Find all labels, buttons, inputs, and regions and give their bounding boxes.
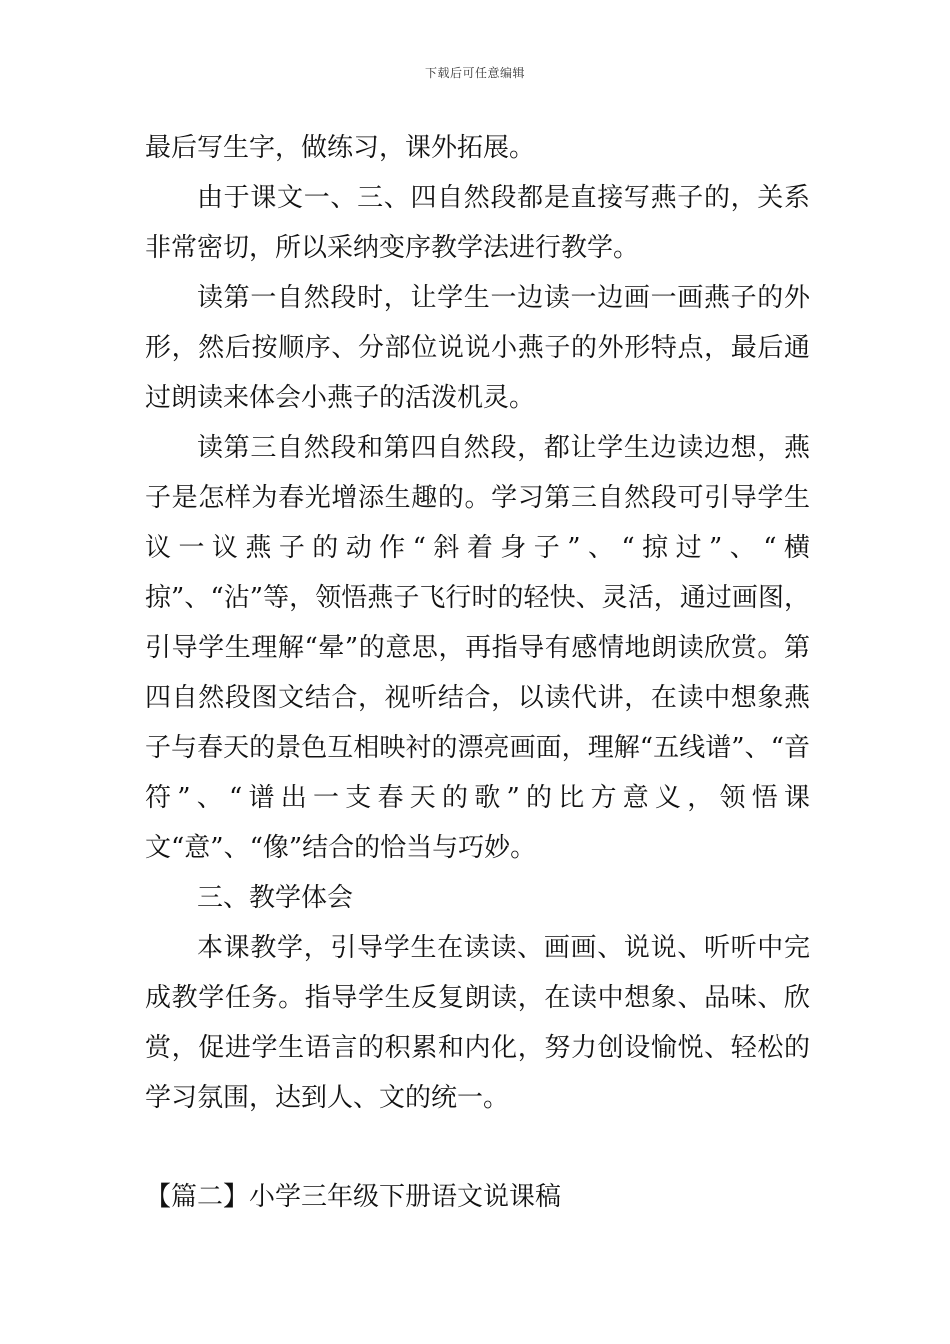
body-text xyxy=(145,123,810,1123)
paragraph-reflection: 本课教学，引导学生在读读、画画、说说、听听中完成教学任务。指导学生反复朗读，在读中想象、品味、欣赏，促进学生语言的积累和内化，努力创设愉悦、轻松的学习氛围，达到人、文的统一。 xyxy=(145,933,810,1113)
paragraph-first-section: 读第一自然段时，让学生一边读一边画一画燕子的外形，然后按顺序、分部位说说小燕子的外形特点，最后通过朗读来体会小燕子的活泼机灵。 xyxy=(145,283,810,413)
paragraph-teaching-method: 由于课文一、三、四自然段都是直接写燕子的，关系非常密切，所以采纳变序教学法进行教学。 xyxy=(145,183,810,263)
paragraph-continuation: 最后写生字，做练习，课外拓展。 xyxy=(145,133,536,163)
header-note: 下载后可任意编辑 xyxy=(424,66,525,80)
paragraph-third-fourth-section: 读第三自然段和第四自然段，都让学生边读边想，燕子是怎样为春光增添生趣的。学习第三自然段可引导学生议一议燕子的动作“斜着身子”、“掠过”、“横掠”、“沾”等，领悟燕子飞行时的轻快、灵活，通过画图，引导学生理解“晕”的意思，再指导有感情地朗读欣赏。第四自然段图文结合，视听结合，以读代讲，在读中想象燕子与春天的景色互相映衬的漂亮画面，理解“五线谱”、“音符”、“谱出一支春天的歌”的比方意义，领悟课文“意”、“像”结合的恰当与巧妙。 xyxy=(145,433,810,863)
section-title: 三、教学体会 xyxy=(197,883,354,913)
part-heading: 【篇二】小学三年级下册语文说课稿 xyxy=(145,1182,562,1212)
